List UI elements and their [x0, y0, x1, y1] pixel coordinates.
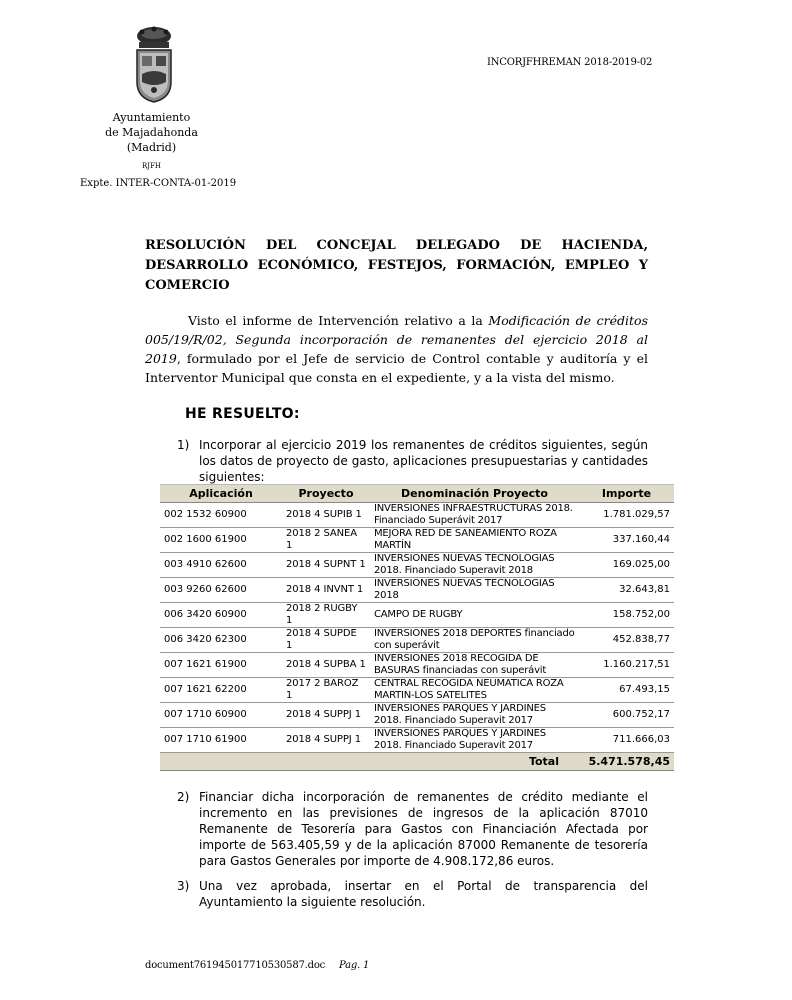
- footer-page-number: Pag. 1: [339, 960, 370, 971]
- title-line: DESARROLLO ECONÓMICO, FESTEJOS, FORMACIÓN, EMPLEO Y: [145, 258, 648, 273]
- intro-text: Visto el informe de Intervención relativo a la: [188, 313, 489, 328]
- cell-aplicacion: 007 1710 61900: [160, 728, 282, 753]
- table-row: [160, 603, 674, 628]
- expediente-number: Expte. INTER-CONTA-01-2019: [80, 178, 237, 189]
- cell-proyecto: 2018 4 SUPBA 1: [282, 653, 370, 678]
- table-row: [160, 628, 674, 653]
- cell-aplicacion: 007 1710 60900: [160, 703, 282, 728]
- cell-importe: 1.781.029,57: [579, 503, 674, 528]
- item-number: 1): [177, 438, 190, 452]
- cell-proyecto: 2018 4 SUPNT 1: [282, 553, 370, 578]
- cell-aplicacion: 003 4910 62600: [160, 553, 282, 578]
- cell-importe: 600.752,17: [579, 703, 674, 728]
- intro-first-line: [145, 311, 648, 330]
- item-number: 2): [177, 790, 190, 804]
- cell-denominacion: INVERSIONES INFRAESTRUCTURAS 2018. Financiado Superávit 2017: [370, 503, 579, 528]
- resolution-item-2: [177, 789, 648, 869]
- footer-document-name: document761945017710530587.doc: [145, 960, 326, 971]
- item-number: 3): [177, 879, 190, 893]
- table-row: [160, 528, 674, 553]
- table-header-row: [160, 485, 674, 503]
- total-empty-cell: [282, 753, 370, 771]
- total-value: 5.471.578,45: [579, 753, 674, 771]
- cell-aplicacion: 002 1600 61900: [160, 528, 282, 553]
- cell-denominacion: CENTRAL RECOGIDA NEUMATICA ROZA MARTIN-LOS SATELITES: [370, 678, 579, 703]
- intro-italic-2: 005/19/R/02, Segunda incorporación de remanentes del ejercicio 2018 al 2019: [145, 332, 648, 366]
- col-header-proyecto: Proyecto: [282, 485, 370, 503]
- page-footer: [145, 960, 369, 971]
- municipality-name: [80, 110, 223, 155]
- resolved-heading: HE RESUELTO:: [185, 406, 300, 422]
- title-line: RESOLUCIÓN DEL CONCEJAL DELEGADO DE HACIENDA,: [145, 238, 648, 253]
- cell-importe: 32.643,81: [579, 578, 674, 603]
- cell-importe: 158.752,00: [579, 603, 674, 628]
- table-total-row: [160, 753, 674, 771]
- cell-denominacion: INVERSIONES 2018 RECOGIDA DE BASURAS financiadas con superávit: [370, 653, 579, 678]
- cell-proyecto: 2018 2 RUGBY 1: [282, 603, 370, 628]
- municipality-line: Ayuntamiento: [112, 111, 191, 124]
- intro-paragraph: [145, 311, 648, 387]
- table-row: [160, 678, 674, 703]
- intro-rest: formulado por el Jefe de servicio de Control contable y auditoría y el Interventor Municipal que consta en el expediente, y a la vista del mismo.: [145, 351, 648, 385]
- cell-denominacion: INVERSIONES PARQUES Y JARDINES 2018. Financiado Superavit 2017: [370, 728, 579, 753]
- cell-importe: 337.160,44: [579, 528, 674, 553]
- cell-aplicacion: 006 3420 60900: [160, 603, 282, 628]
- cell-denominacion: CAMPO DE RUGBY: [370, 603, 579, 628]
- author-initials: RJFH: [142, 162, 162, 170]
- resolution-item-1: [177, 437, 648, 485]
- municipality-line: de Majadahonda: [105, 126, 198, 139]
- cell-denominacion: MEJORA RED DE SANEAMIENTO ROZA MARTÍN: [370, 528, 579, 553]
- cell-denominacion: INVERSIONES NUEVAS TECNOLOGIAS 2018. Financiado Superavit 2018: [370, 553, 579, 578]
- table-row: [160, 728, 674, 753]
- cell-aplicacion: 006 3420 62300: [160, 628, 282, 653]
- resolution-title: [145, 236, 648, 296]
- credits-table: [160, 484, 674, 771]
- item-text: Incorporar al ejercicio 2019 los remanentes de créditos siguientes, según los datos de proyecto de gasto, aplicaciones presupuestarias y cantidades siguientes:: [199, 438, 648, 484]
- intro-italic: Modificación de créditos: [488, 313, 648, 328]
- table-row: [160, 653, 674, 678]
- intro-comma: ,: [176, 351, 181, 366]
- table-row: [160, 578, 674, 603]
- cell-importe: 711.666,03: [579, 728, 674, 753]
- col-header-denominacion: Denominación Proyecto: [370, 485, 579, 503]
- cell-proyecto: 2018 4 SUPDE 1: [282, 628, 370, 653]
- item-text: Financiar dicha incorporación de remanentes de crédito mediante el incremento en las previsiones de ingresos de la aplicación 87010 Remanente de Tesorería para Gastos con Financiación Afectada por importe de 563.405,59 y de la aplicación 87000 Remanente de tesorería para Gastos Generales por importe de 4.908.172,86 euros.: [199, 790, 648, 868]
- item-text: Una vez aprobada, insertar en el Portal de transparencia del Ayuntamiento la siguiente resolución.: [199, 879, 648, 909]
- col-header-importe: Importe: [579, 485, 674, 503]
- cell-importe: 169.025,00: [579, 553, 674, 578]
- table-row: [160, 503, 674, 528]
- cell-importe: 452.838,77: [579, 628, 674, 653]
- cell-importe: 67.493,15: [579, 678, 674, 703]
- cell-proyecto: 2017 2 BAROZ 1: [282, 678, 370, 703]
- cell-denominacion: INVERSIONES PARQUES Y JARDINES 2018. Financiado Superavit 2017: [370, 703, 579, 728]
- cell-proyecto: 2018 2 SANEA 1: [282, 528, 370, 553]
- cell-aplicacion: 003 9260 62600: [160, 578, 282, 603]
- cell-aplicacion: 007 1621 62200: [160, 678, 282, 703]
- total-empty-cell: [160, 753, 282, 771]
- table-row: [160, 553, 674, 578]
- municipality-line: (Madrid): [126, 141, 177, 154]
- cell-proyecto: 2018 4 INVNT 1: [282, 578, 370, 603]
- resolution-item-3: [177, 878, 648, 910]
- cell-proyecto: 2018 4 SUPPJ 1: [282, 728, 370, 753]
- cell-importe: 1.160.217,51: [579, 653, 674, 678]
- title-line: COMERCIO: [145, 278, 230, 293]
- municipal-crest-icon: [132, 26, 176, 104]
- document-reference: INCORJFHREMAN 2018-2019-02: [487, 57, 653, 68]
- cell-proyecto: 2018 4 SUPPJ 1: [282, 703, 370, 728]
- cell-denominacion: INVERSIONES NUEVAS TECNOLOGIAS 2018: [370, 578, 579, 603]
- cell-aplicacion: 007 1621 61900: [160, 653, 282, 678]
- cell-denominacion: INVERSIONES 2018 DEPORTES financiado con superávit: [370, 628, 579, 653]
- col-header-aplicacion: Aplicación: [160, 485, 282, 503]
- total-label: Total: [370, 753, 579, 771]
- cell-aplicacion: 002 1532 60900: [160, 503, 282, 528]
- table-row: [160, 703, 674, 728]
- cell-proyecto: 2018 4 SUPIB 1: [282, 503, 370, 528]
